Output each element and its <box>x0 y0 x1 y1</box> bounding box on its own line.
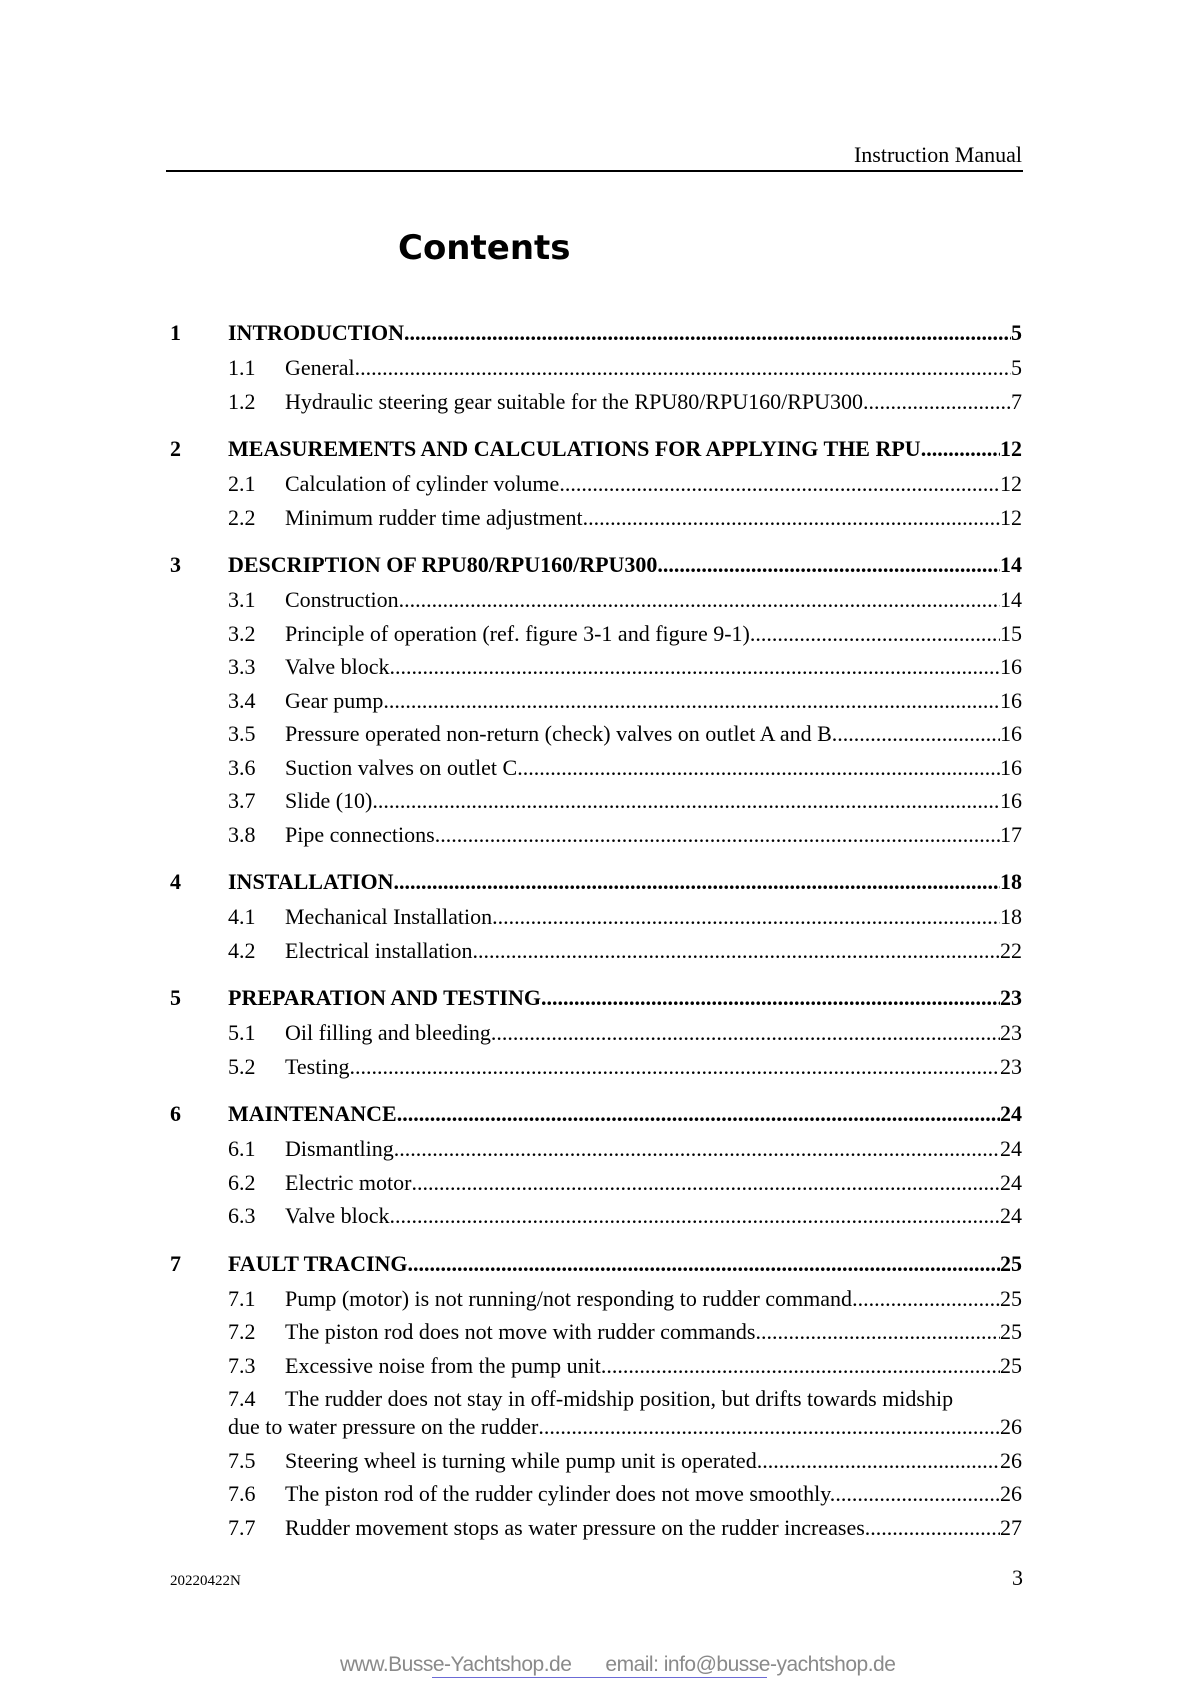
subsection-title: Hydraulic steering gear suitable for the RPU80/RPU160/RPU300 <box>285 388 864 414</box>
dot-leader <box>835 1481 1000 1507</box>
subsection-page: 15 <box>1000 620 1022 646</box>
subsection-number: 3.8 <box>228 821 256 847</box>
chapter-page: 14 <box>1000 552 1022 577</box>
chapter-page: 18 <box>1000 869 1022 894</box>
subsection-number: 6.3 <box>228 1203 256 1228</box>
subsection-title: Testing <box>285 1053 350 1079</box>
dot-leader <box>473 938 1000 964</box>
dot-leader <box>538 1414 1000 1440</box>
toc-subsection-entry[interactable] <box>170 1136 1022 1170</box>
chapter-title: MEASUREMENTS AND CALCULATIONS FOR APPLYING THE RPU. <box>228 436 927 461</box>
subsection-title: Mechanical Installation <box>285 904 493 929</box>
subsection-page: 26 <box>1000 1414 1022 1439</box>
subsection-page: 12 <box>1000 504 1022 530</box>
subsection-number: 5.1 <box>228 1020 256 1045</box>
toc-subsection-entry[interactable] <box>170 1319 1022 1353</box>
subsection-title: Slide (10) <box>285 788 373 813</box>
subsection-number: 7.3 <box>228 1352 256 1378</box>
toc-section <box>170 1101 1022 1237</box>
subsection-title: General <box>285 355 355 380</box>
dot-leader <box>397 1101 1000 1127</box>
subsection-page: 16 <box>1000 654 1022 679</box>
subsection-number: 3.6 <box>228 754 256 780</box>
subsection-number: 5.2 <box>228 1053 256 1079</box>
link-underline <box>432 1677 767 1678</box>
toc-subsection-entry[interactable] <box>170 1353 1022 1387</box>
toc-subsection-entry[interactable] <box>170 621 1022 655</box>
toc-subsection-entry[interactable] <box>170 938 1022 972</box>
subsection-number: 4.2 <box>228 937 256 963</box>
dot-leader <box>404 320 1011 346</box>
toc-subsection-entry[interactable] <box>170 1481 1022 1515</box>
subsection-title: Suction valves on outlet C <box>285 754 518 780</box>
subsection-number: 3.7 <box>228 788 256 813</box>
toc-section <box>170 552 1022 855</box>
dot-leader <box>372 788 1000 814</box>
chapter-title: INTRODUCTION <box>228 320 405 345</box>
subsection-title: The rudder does not stay in off-midship position, but drifts towards midship <box>285 1386 954 1411</box>
subsection-page: 25 <box>1000 1285 1022 1311</box>
dot-leader <box>399 587 1000 613</box>
dot-leader <box>852 1286 1000 1312</box>
dot-leader <box>394 1136 1000 1162</box>
subsection-page: 5 <box>1011 355 1022 380</box>
chapter-number: 2 <box>170 436 181 461</box>
subsection-number: 7.1 <box>228 1285 256 1311</box>
subsection-page: 16 <box>1000 721 1022 746</box>
subsection-page: 24 <box>1000 1136 1022 1161</box>
subsection-number: 4.1 <box>228 904 256 929</box>
subsection-page: 22 <box>1000 937 1022 963</box>
toc-chapter-entry[interactable] <box>170 320 1022 355</box>
toc-subsection-entry[interactable] <box>170 822 1022 856</box>
chapter-title: DESCRIPTION OF RPU80/RPU160/RPU300 <box>228 552 658 577</box>
header-title: Instruction Manual <box>853 142 1022 167</box>
subsection-title: Principle of operation (ref. figure 3-1 and figure 9-1) <box>285 620 750 646</box>
dot-leader <box>411 1170 1000 1196</box>
toc-subsection-entry[interactable] <box>170 1203 1022 1237</box>
toc-subsection-entry[interactable] <box>170 788 1022 822</box>
toc-subsection-entry[interactable] <box>170 721 1022 755</box>
document-id: 20220422N <box>170 1573 241 1589</box>
subsection-page: 23 <box>1000 1020 1022 1045</box>
subsection-page: 14 <box>1000 587 1022 612</box>
dot-leader <box>757 1448 1000 1474</box>
toc-subsection-entry[interactable] <box>170 587 1022 621</box>
toc-subsection-entry[interactable] <box>170 1448 1022 1482</box>
subsection-title: Rudder movement stops as water pressure on the rudder increases. <box>285 1514 871 1540</box>
chapter-number: 6 <box>170 1101 181 1126</box>
dot-leader <box>750 621 1000 647</box>
subsection-number: 2.1 <box>228 471 256 496</box>
subsection-page: 24 <box>1000 1169 1022 1195</box>
toc-subsection-entry[interactable] <box>170 755 1022 789</box>
subsection-number: 1.2 <box>228 388 256 414</box>
subsection-page: 26 <box>1000 1481 1022 1506</box>
subsection-number: 7.2 <box>228 1319 256 1344</box>
subsection-page: 16 <box>1000 788 1022 813</box>
dot-leader <box>601 1353 1000 1379</box>
toc-section <box>170 869 1022 971</box>
chapter-page: 24 <box>1000 1101 1022 1126</box>
subsection-number: 3.2 <box>228 620 256 646</box>
toc-subsection-entry[interactable] <box>170 1386 1022 1448</box>
chapter-title: MAINTENANCE <box>228 1101 397 1126</box>
dot-leader <box>393 869 1000 895</box>
toc-subsection-entry[interactable] <box>170 904 1022 938</box>
toc-subsection-entry[interactable] <box>170 355 1022 389</box>
website-link[interactable]: www.Busse-Yachtshop.de <box>340 1653 572 1676</box>
subsection-title: Construction <box>285 587 399 612</box>
chapter-title: PREPARATION AND TESTING <box>228 985 541 1010</box>
subsection-title: Dismantling <box>285 1136 394 1161</box>
contents-title: Contents <box>398 228 571 268</box>
subsection-page: 24 <box>1000 1203 1022 1228</box>
dot-leader <box>389 1203 1000 1229</box>
subsection-number: 7.4 <box>228 1386 256 1411</box>
subsection-page: 7 <box>1011 388 1022 414</box>
dot-leader <box>832 721 1000 747</box>
chapter-number: 4 <box>170 869 181 894</box>
chapter-number: 7 <box>170 1250 181 1276</box>
subsection-page: 16 <box>1000 687 1022 713</box>
dot-leader <box>517 755 1000 781</box>
toc-subsection-entry[interactable] <box>170 1286 1022 1320</box>
toc-section <box>170 1251 1022 1549</box>
subsection-page: 27 <box>1000 1514 1022 1540</box>
dot-leader <box>755 1319 1000 1345</box>
chapter-page: 23 <box>1000 985 1022 1010</box>
chapter-page: 5 <box>1011 320 1022 345</box>
toc-chapter-entry[interactable] <box>170 1251 1022 1286</box>
subsection-title-continuation: due to water pressure on the rudder <box>228 1414 539 1439</box>
chapter-number: 1 <box>170 320 181 345</box>
dot-leader <box>435 822 1000 848</box>
table-of-contents <box>170 320 1022 1562</box>
subsection-number: 3.3 <box>228 654 256 679</box>
dot-leader <box>583 505 1000 531</box>
subsection-title: Pipe connections <box>285 821 435 847</box>
dot-leader <box>657 552 1000 578</box>
dot-leader <box>349 1054 1000 1080</box>
subsection-title: Excessive noise from the pump unit <box>285 1352 601 1378</box>
toc-subsection-entry[interactable] <box>170 1054 1022 1088</box>
chapter-number: 3 <box>170 552 181 577</box>
subsection-number: 3.4 <box>228 687 256 713</box>
subsection-page: 25 <box>1000 1319 1022 1344</box>
chapter-page: 25 <box>1000 1250 1022 1276</box>
subsection-page: 26 <box>1000 1447 1022 1473</box>
dot-leader <box>389 654 1000 680</box>
chapter-page: 12 <box>1000 436 1022 461</box>
subsection-title: Pressure operated non-return (check) valves on outlet A and B <box>285 721 832 746</box>
subsection-page: 23 <box>1000 1053 1022 1079</box>
toc-subsection-entry[interactable] <box>170 654 1022 688</box>
toc-subsection-entry[interactable] <box>170 688 1022 722</box>
subsection-title: The piston rod does not move with rudder commands <box>285 1319 756 1344</box>
subsection-number: 3.5 <box>228 721 256 746</box>
subsection-title: Electrical installation <box>285 937 473 963</box>
toc-subsection-entry[interactable] <box>170 1515 1022 1549</box>
subsection-title: Electric motor <box>285 1169 412 1195</box>
toc-subsection-entry[interactable] <box>170 389 1022 423</box>
subsection-page: 16 <box>1000 754 1022 780</box>
dot-leader <box>491 1020 1000 1046</box>
toc-subsection-entry[interactable] <box>170 1020 1022 1054</box>
subsection-number: 2.2 <box>228 504 256 530</box>
subsection-title: Calculation of cylinder volume <box>285 471 560 496</box>
dot-leader <box>492 904 1000 930</box>
subsection-title: Oil filling and bleeding <box>285 1020 491 1045</box>
subsection-page: 12 <box>1000 471 1022 496</box>
site-footer <box>340 1653 895 1677</box>
subsection-number: 7.7 <box>228 1514 256 1540</box>
subsection-number: 7.5 <box>228 1447 256 1473</box>
page-number: 3 <box>1012 1565 1023 1590</box>
subsection-page: 18 <box>1000 904 1022 929</box>
dot-leader <box>355 355 1011 381</box>
chapter-number: 5 <box>170 985 181 1010</box>
toc-section <box>170 436 1022 538</box>
dot-leader <box>408 1251 1000 1277</box>
subsection-number: 1.1 <box>228 355 256 380</box>
subsection-page: 25 <box>1000 1352 1022 1378</box>
chapter-title: INSTALLATION <box>228 869 394 894</box>
subsection-title: Minimum rudder time adjustment <box>285 504 583 530</box>
dot-leader <box>559 471 1000 497</box>
subsection-title: Gear pump <box>285 687 384 713</box>
toc-section <box>170 320 1022 422</box>
subsection-page: 17 <box>1000 821 1022 847</box>
dot-leader <box>863 389 1011 415</box>
subsection-title: Pump (motor) is not running/not responding to rudder command <box>285 1285 853 1311</box>
toc-chapter-entry[interactable] <box>170 436 1022 471</box>
toc-chapter-entry[interactable] <box>170 552 1022 587</box>
dot-leader <box>383 688 1000 714</box>
dot-leader <box>541 985 1000 1011</box>
subsection-title: Steering wheel is turning while pump unit is operated <box>285 1447 757 1473</box>
subsection-number: 6.2 <box>228 1169 256 1195</box>
toc-subsection-entry[interactable] <box>170 1170 1022 1204</box>
toc-subsection-entry[interactable] <box>170 505 1022 539</box>
subsection-number: 3.1 <box>228 587 256 612</box>
toc-chapter-entry[interactable] <box>170 1101 1022 1136</box>
subsection-number: 7.6 <box>228 1481 256 1506</box>
toc-chapter-entry[interactable] <box>170 985 1022 1020</box>
subsection-title: The piston rod of the rudder cylinder does not move smoothly. <box>285 1481 836 1506</box>
toc-section <box>170 985 1022 1087</box>
email-link[interactable]: email: info@busse-yachtshop.de <box>605 1653 896 1676</box>
subsection-title: Valve block <box>285 1203 390 1228</box>
toc-subsection-entry[interactable] <box>170 471 1022 505</box>
dot-leader <box>926 436 1000 462</box>
dot-leader <box>870 1515 1000 1541</box>
subsection-number: 6.1 <box>228 1136 256 1161</box>
header-rule <box>166 170 1023 172</box>
toc-chapter-entry[interactable] <box>170 869 1022 904</box>
subsection-title: Valve block <box>285 654 390 679</box>
chapter-title: FAULT TRACING <box>228 1250 408 1276</box>
